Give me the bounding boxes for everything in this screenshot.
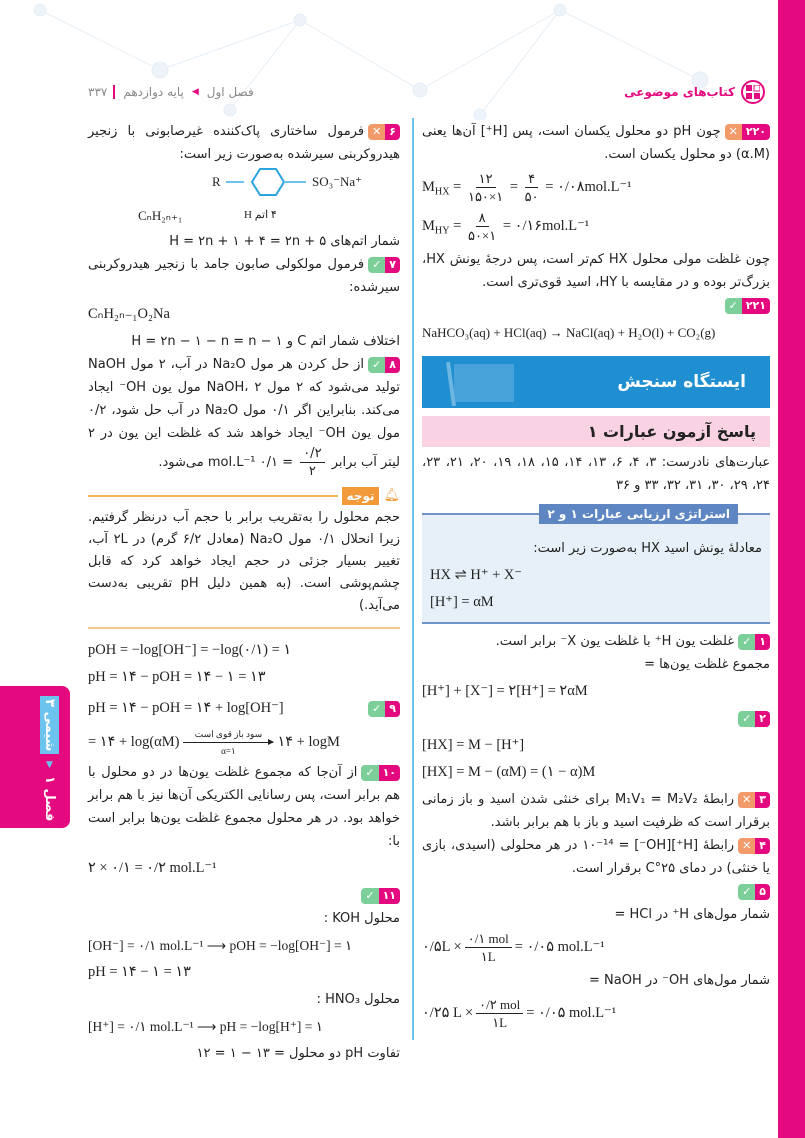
strategy-box: [422, 507, 770, 624]
answer-badge: ۹ ✓: [368, 701, 400, 717]
answer-text: چون pH دو محلول یکسان است، پس [H⁺] آن‌ها یعنی (α.M) دو محلول یکسان است.: [422, 124, 770, 162]
equation: NaHCO₃(aq) + HCl(aq) → NaCl(aq) + H₂O(l) + CO₂(g): [422, 325, 716, 340]
brand-label: کتاب‌های موضوعی: [624, 85, 735, 99]
equation: pOH = −log[OH⁻] = −log(۰/۱) = ۱: [88, 642, 292, 658]
note-text: حجم محلول را به‌تقریب برابر با حجم آب درنظر گرفتیم. زیرا انحلال ۰/۱ مول Na₂O (معادل ۶/۲ گرم) در ۲L آب، تغییر بسیار جزئی در حجم ایجاد خواهد کرد که قابل چشم‌پوشی است. (به همین دلیل pH تقریبی به‌دست می‌آید.): [88, 507, 400, 629]
arrow-icon: [183, 742, 273, 743]
grade-label: پایه دوازدهم: [123, 85, 184, 99]
answer-10: ۱۰ ✓ از آن‌جا که مجموع غلظت یون‌ها در دو محلول با هم برابر است، پس رسانایی الکتریکی آن‌ها نیز با هم برابر خواهد بود. در هر محلول مجموع غلظت یون‌ها برابر است با:: [88, 765, 400, 849]
equation: [HX] = M − [H⁺]: [422, 737, 525, 753]
section-banner: [422, 356, 770, 408]
strategy-text: معادلهٔ یونش اسید HX به‌صورت زیر است:: [533, 541, 762, 556]
check-icon: ✓: [738, 634, 755, 650]
chapter-side-tab[interactable]: [0, 686, 70, 828]
answer-badge: ۲ ✓: [738, 711, 770, 727]
equation: $M_{HX}$ = $\frac{۱۲}{۱۵۰\times ۱}$ = $\frac{۴}{۵۰}$ = ۰/۰۸mol.L⁻¹: [422, 171, 632, 204]
equation: pH = ۱۴ − pOH = ۱۴ − ۱ = ۱۳: [88, 669, 266, 685]
benzene-ring-icon: [226, 166, 310, 200]
answer-heading: پاسخ آزمون عبارات ۱: [422, 416, 770, 447]
answer-badge: ۸ ✓: [368, 357, 400, 373]
answer-5: [422, 880, 770, 903]
answer-221: [422, 294, 770, 317]
equation: تفاوت pH دو محلول = ۱۳ − ۱ = ۱۲: [196, 1046, 400, 1061]
equation: اختلاف شمار اتم C و H = ۲n − ۱ − n = n − ۱: [131, 334, 400, 349]
equation: ۰/۵L × $\frac{\text{۰/۱ mol}}{۱L}$ = ۰/۰۵ mol.L⁻¹: [422, 931, 605, 964]
answer-badge: ۴ ✕: [738, 838, 770, 854]
cross-icon: ✕: [738, 838, 755, 854]
equation: شمار اتم‌های H = ۲n + ۱ + ۴ = ۲n + ۵: [169, 234, 400, 249]
equation: [H⁺] = ۰/۱ mol.L⁻¹ ⟶ pH = −log[H⁺] = ۱: [88, 1019, 323, 1034]
note-label: توجه: [342, 487, 380, 505]
triangle-icon: ◀: [191, 87, 199, 97]
page-header: [88, 80, 765, 104]
cross-icon: ✕: [725, 124, 742, 140]
answer-2: [422, 707, 770, 730]
equation: HX ⇌ H⁺ + X⁻: [430, 567, 523, 583]
equation: [H⁺] + [X⁻] = ۲[H⁺] = ۲αM: [422, 683, 588, 699]
cross-icon: ✕: [738, 792, 755, 808]
equation: pH = ۱۴ − pOH = ۱۴ + log[OH⁻]: [88, 700, 284, 716]
answer-8: ۸ ✓ از حل کردن هر مول Na₂O در آب، ۲ مول NaOH تولید می‌شود که ۲ مول NaOH، ۲ مول یون OH⁻ ایجاد می‌کند. بنابراین اگر ۰/۱ مول Na₂O در آب حل شود، ۰/۲ مول یون OH⁻ ایجاد خواهد شد که غلظت این یون در ۲ لیتر آب برابر $\frac{۰/۲}{۲}$ = ۰/۱ mol.L⁻¹ می‌شود.: [88, 357, 401, 479]
answer-4: ۴ ✕ رابطهٔ [H⁺][OH⁻] = ۱۰⁻¹⁴ در هر محلولی (اسیدی، بازی یا خنثی) در دمای ۲۵°C برقرار است.: [422, 838, 770, 876]
answer-badge: ۱۰ ✓: [361, 765, 400, 781]
conversion-arrow: سود باز قوی است α=۱: [183, 728, 273, 757]
cross-icon: ✕: [368, 124, 385, 140]
triangle-icon: ▼: [44, 760, 55, 771]
check-icon: ✓: [738, 711, 755, 727]
answer-badge: ۷ ✓: [368, 257, 400, 273]
note-header: [88, 484, 400, 507]
answer-badge: ۳ ✕: [738, 792, 770, 808]
column-divider: [412, 118, 414, 1040]
equation: ۰/۲۵ L × $\frac{\text{۰/۲ mol}}{۱L}$ = ۰/۰۵ mol.L⁻¹: [422, 997, 617, 1030]
check-icon: ✓: [725, 298, 742, 314]
answer-text: مجموع غلظت یون‌ها =: [644, 657, 770, 672]
brand: [624, 80, 765, 104]
book-grid-icon: [741, 80, 765, 104]
page-number: ۳۳۷: [88, 85, 115, 99]
answer-badge: ۲۲۰ ✕: [725, 124, 770, 140]
answer-6: ۶ ✕ فرمول ساختاری پاک‌کننده غیرصابونی با زنجیر هیدروکربنی سیرشده به‌صورت زیر است:: [88, 124, 400, 162]
chapter-label: فصل ۱: [42, 776, 57, 822]
left-column: [88, 120, 400, 1065]
answer-badge: ۵ ✓: [738, 884, 770, 900]
check-icon: ✓: [738, 884, 755, 900]
equation: = ۱۴ + log(αM) سود باز قوی است α=۱ ۱۴ + logM: [88, 729, 340, 756]
detergent-structure: R SO₃⁻Na⁺ CₙH₂ₙ₊₁ ۴ اتم H: [88, 166, 400, 230]
answer-text: چون غلظت مولی محلول HX کم‌تر است، پس درجهٔ یونش HX، بزرگ‌تر بوده و در مقایسه با HY، اسید قوی‌تری است.: [422, 252, 771, 290]
answer-3: ۳ ✕ رابطهٔ M₁V₁ = M₂V₂ برای خنثی شدن اسید و باز زمانی برقرار است که ظرفیت اسید و باز با هم برابر باشد.: [422, 792, 770, 830]
check-icon: ✓: [361, 765, 378, 781]
answer-text: شمار مول‌های OH⁻ در NaOH =: [589, 973, 770, 988]
equation: [HX] = M − (αM) = (۱ − α)M: [422, 764, 596, 780]
equation: [OH⁻] = ۰/۱ mol.L⁻¹ ⟶ pOH = −log[OH⁻] = ۱: [88, 938, 353, 953]
answer-badge: ۱۱ ✓: [361, 888, 400, 904]
page-edge-bar: [778, 0, 805, 1138]
answer-220: [422, 120, 770, 166]
incorrect-list: عبارت‌های نادرست: ۳، ۴، ۶، ۱۳، ۱۴، ۱۵، ۱۸، ۱۹، ۲۰، ۲۱، ۲۳، ۲۴، ۲۹، ۳۰، ۳۱، ۳۲، ۳۳ و ۳۶: [422, 455, 771, 493]
equation: $M_{HY}$ = $\frac{۸}{۵۰\times ۱}$ = ۰/۱۶mol.L⁻¹: [422, 210, 590, 243]
right-column: [422, 120, 770, 1035]
answer-9: [88, 693, 400, 724]
solution-label: محلول KOH :: [323, 911, 400, 926]
answer-7: ۷ ✓ فرمول مولکولی صابون جامد با زنجیر هیدروکربنی سیرشده:: [88, 257, 400, 295]
solution-label: محلول HNO₃ :: [316, 992, 400, 1007]
check-icon: ✓: [361, 888, 378, 904]
bell-icon: 🔔︎: [383, 488, 400, 503]
section-title: ایستگاه سنجش: [617, 371, 746, 392]
answer-11: [88, 884, 400, 907]
answer-text: شمار مول‌های H⁺ در HCl =: [614, 907, 770, 922]
answer-badge: ۶ ✕: [368, 124, 400, 140]
check-icon: ✓: [368, 701, 385, 717]
strategy-tag: استراتژی ارزیابی عبارات ۱ و ۲: [539, 504, 738, 524]
book-label: شیمی ۳: [40, 696, 59, 754]
answer-badge: ۲۲۱ ✓: [725, 298, 770, 314]
equation: [H⁺] = αM: [430, 594, 494, 610]
equation: pH = ۱۴ − ۱ = ۱۳: [88, 964, 191, 980]
check-icon: ✓: [368, 357, 385, 373]
answer-1: ۱ ✓ غلظت یون H⁺ با غلظت یون X⁻ برابر است.: [422, 630, 770, 653]
answer-badge: ۱ ✓: [738, 634, 770, 650]
equation: ۲ × ۰/۱ = ۰/۲ mol.L⁻¹: [88, 860, 217, 876]
checkered-flag-icon: [440, 360, 520, 406]
chapter-label: فصل اول: [206, 85, 254, 99]
check-icon: ✓: [368, 257, 385, 273]
equation: CₙH₂ₙ₋₁O₂Na: [88, 306, 170, 322]
